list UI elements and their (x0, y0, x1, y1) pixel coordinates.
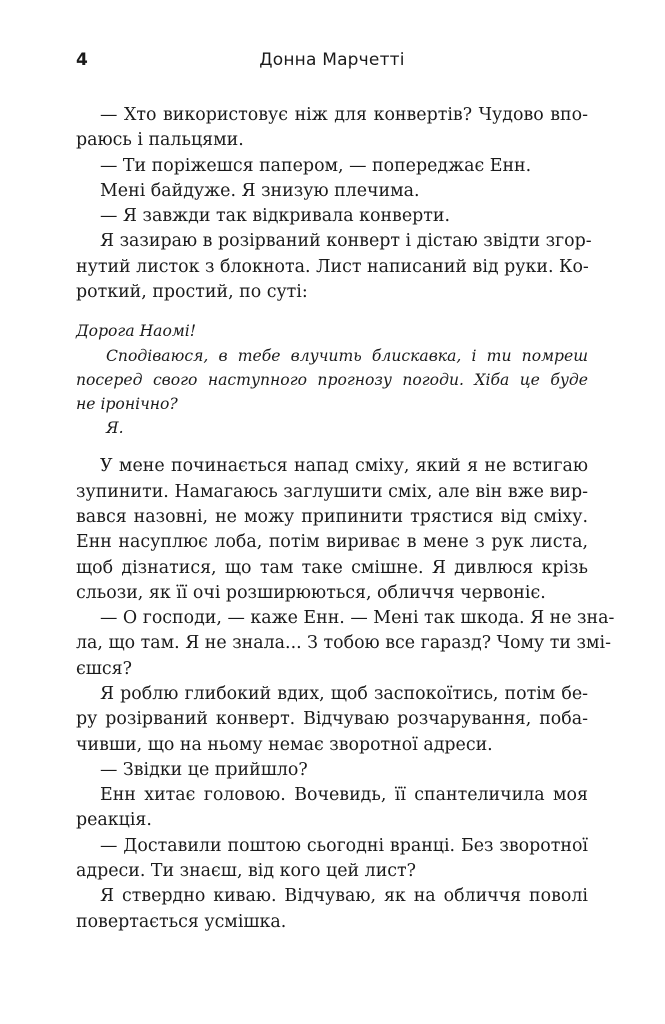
letter-line: Сподіваюся, в тебе влучить блискавка, і ти помреш (106, 346, 588, 365)
text-line: щоб дізнатися, що там таке смішне. Я дивлюся крізь (76, 557, 588, 578)
text-line: Я роблю глибокий вдих, щоб заспокоїтись, потім бе- (100, 683, 588, 704)
text-line: Енн хитає головою. Вочевидь, її спантеличила моя (100, 785, 588, 806)
text-line: Я зазираю в розірваний конверт і дістаю звідти згор- (100, 231, 592, 252)
letter-line: не іронічно? (76, 394, 178, 413)
page-number: 4 (76, 50, 88, 70)
text-line: єшся? (76, 658, 132, 679)
text-line: — Доставили поштою сьогодні вранці. Без зворотної (100, 835, 588, 856)
text-line: — Я завжди так відкривала конверти. (100, 206, 450, 227)
text-line: адреси. Ти знаєш, від кого цей лист? (76, 861, 416, 882)
text-line: — О господи, — каже Енн. — Мені так шкода. Я не зна- (100, 608, 615, 629)
text-line: чивши, що на ньому немає зворотної адреси. (76, 734, 493, 755)
text-line: повертається усмішка. (76, 911, 287, 932)
text-line: — Звідки це прийшло? (100, 759, 308, 780)
letter-line: посеред свого наступного прогнозу погоди. Хіба це буде (76, 370, 588, 389)
text-line: реакція. (76, 810, 152, 831)
text-line: Енн насуплює лоба, потім вириває в мене з рук листа, (76, 532, 588, 553)
letter-salutation: Дорога Наомі! (76, 322, 197, 341)
text-line: зупинити. Намагаюсь заглушити сміх, але він вже вир- (76, 481, 588, 502)
text-line: вався назовні, не можу припинити трястися від сміху. (76, 506, 588, 527)
text-line: — Ти поріжешся папером, — попереджає Енн. (100, 155, 532, 176)
text-line: Мені байдуже. Я знизую плечима. (100, 180, 420, 201)
running-title: Донна Марчетті (259, 50, 405, 70)
body-text (76, 103, 615, 935)
text-line: ла, що там. Я не знала... З тобою все гаразд? Чому ти змі- (76, 633, 611, 654)
text-line: У мене починається напад сміху, який я не встигаю (100, 456, 588, 477)
text-line: Я ствердно киваю. Відчуваю, як на обличчя поволі (100, 886, 588, 907)
text-line: нутий листок з блокнота. Лист написаний від руки. Ко- (76, 256, 589, 277)
text-line: сльози, як її очі розширюються, обличчя червоніє. (76, 582, 546, 603)
text-line: ру розірваний конверт. Відчуваю розчарування, поба- (76, 709, 588, 730)
text-line: роткий, простий, по суті: (76, 282, 308, 303)
text-line: раюсь і пальцями. (76, 130, 244, 151)
letter-signature: Я. (106, 419, 124, 438)
page-header (76, 50, 588, 74)
text-line: — Хто використовує ніж для конвертів? Чудово впо- (100, 105, 588, 125)
quoted-letter (76, 319, 588, 440)
